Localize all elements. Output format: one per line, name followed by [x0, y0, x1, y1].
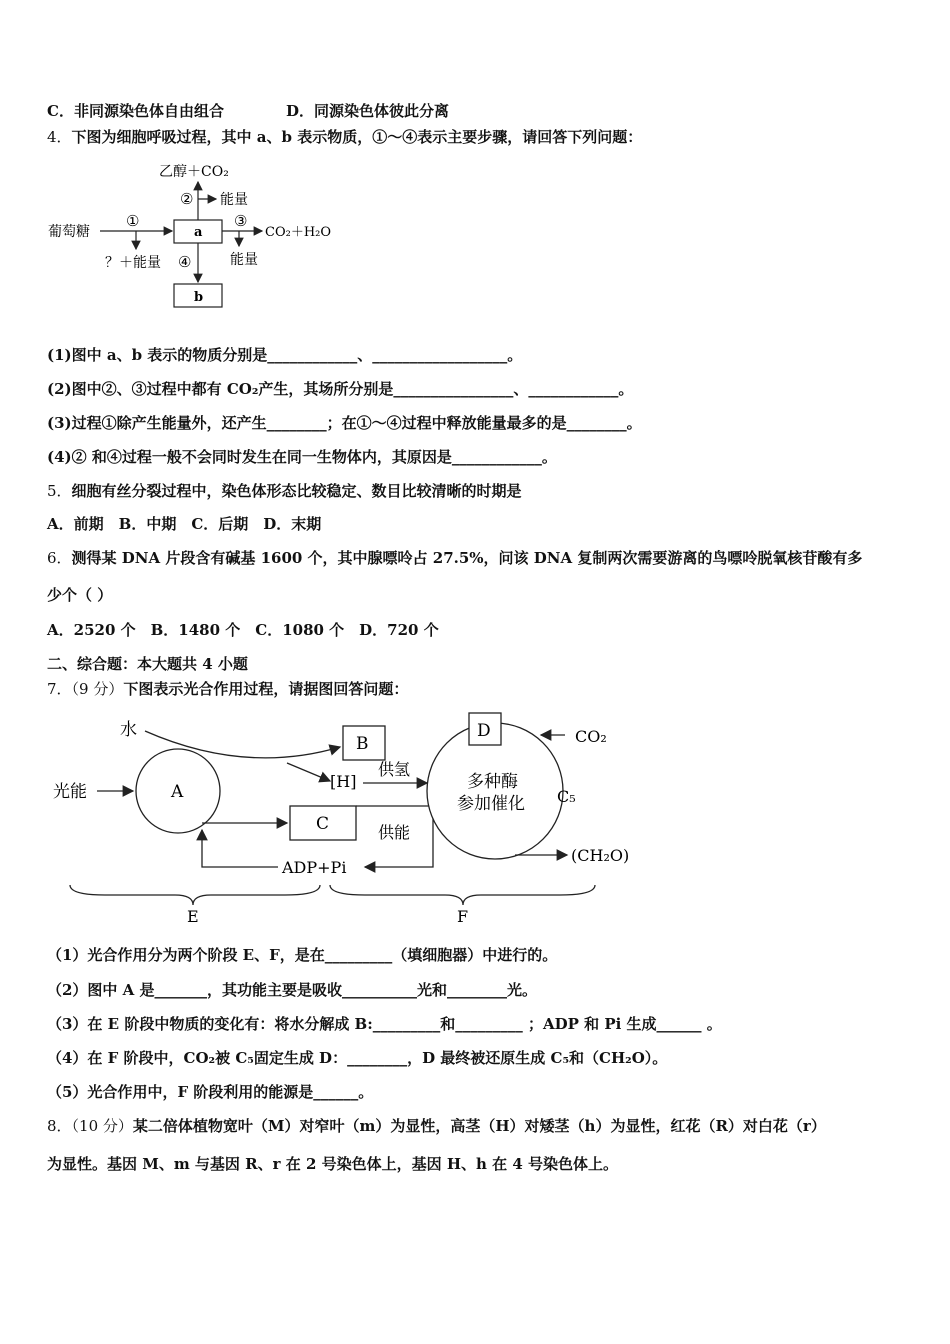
box-b-label: b	[194, 290, 204, 305]
energy-2-label: 能量	[220, 192, 248, 208]
q6-stem-line-2: 少个（ ）	[47, 586, 113, 604]
question-energy-label: ？＋能量	[105, 255, 161, 271]
step-4-label: ④	[178, 253, 192, 271]
q7-sub-3: （3）在 E 阶段中物质的变化有：将水分解成 B:_________和_________ ；ADP 和 Pi 生成______ 。	[47, 1015, 722, 1033]
co2-label: CO₂	[575, 727, 607, 746]
h-label: [H]	[330, 772, 357, 791]
question-number: 4．	[47, 128, 72, 146]
brace-f	[330, 885, 595, 905]
question-number: 5．	[47, 482, 72, 500]
question-number: 7．	[47, 680, 72, 698]
adp-label: ADP+Pi	[282, 858, 347, 877]
enzyme-label-2: 参加催化	[457, 794, 525, 814]
q6-stem-line-1: 6．测得某 DNA 片段含有碱基 1600 个，其中腺嘌呤占 27.5%，问该 DNA 复制两次需要游离的鸟嘌呤脱氧核苷酸有多	[47, 549, 863, 567]
points: （10 分）	[71, 1117, 133, 1135]
co2-h2o-label: CO₂＋H₂O	[265, 225, 332, 240]
q5-stem: 5．细胞有丝分裂过程中，染色体形态比较稳定、数目比较清晰的时期是	[47, 482, 522, 500]
q4-sub-1: (1)图中 a、b 表示的物质分别是____________、__________________。	[47, 346, 523, 364]
q7-sub-1: （1）光合作用分为两个阶段 E、F，是在_________（填细胞器）中进行的。	[47, 946, 558, 964]
step-3-label: ③	[234, 212, 248, 230]
brace-e	[70, 885, 320, 905]
enzyme-label-1: 多种酶	[467, 772, 518, 792]
q4-sub-4: (4)② 和④过程一般不会同时发生在同一生物体内，其原因是____________。	[47, 448, 557, 466]
arrow-adp-to-a	[202, 830, 278, 867]
q7-stem: 7．（9 分）下图表示光合作用过程，请据图回答问题：	[47, 680, 409, 698]
light-label: 光能	[53, 782, 87, 802]
respiration-diagram	[40, 152, 350, 317]
box-d-label: D	[477, 721, 491, 741]
e-label: E	[187, 907, 199, 926]
box-b-label: B	[356, 734, 369, 754]
step-2-label: ②	[180, 190, 194, 208]
q4-sub-3: (3)过程①除产生能量外，还产生________；在①～④过程中释放能量最多的是________。	[47, 414, 642, 432]
q8-stem-line-2: 为显性。基因 M、m 与基因 R、r 在 2 号染色体上，基因 H、h 在 4 号染色体上。	[47, 1155, 619, 1173]
supply-h-label: 供氢	[378, 760, 411, 779]
box-c-label: C	[316, 814, 330, 834]
q7-sub-4: （4）在 F 阶段中，CO₂被 C₅固定生成 D：________，D 最终被还原生成 C₅和（CH₂O）。	[47, 1049, 668, 1067]
supply-energy-label: 供能	[378, 823, 411, 842]
photosynthesis-diagram	[45, 705, 645, 930]
q3-option-d: D．同源染色体彼此分离	[286, 102, 450, 120]
f-label: F	[457, 907, 469, 926]
ethanol-co2-label: 乙醇＋CO₂	[159, 164, 229, 180]
q5-options: A．前期 B．中期 C．后期 D．末期	[47, 515, 322, 533]
question-number: 8．	[47, 1117, 72, 1135]
section-2-heading: 二、综合题：本大题共 4 小题	[47, 655, 248, 673]
q4-stem: 4．下图为细胞呼吸过程，其中 a、b 表示物质，①～④表示主要步骤，请回答下列问题：	[47, 128, 643, 146]
arrow-to-h	[287, 763, 330, 781]
box-a-label: a	[194, 225, 203, 240]
energy-3-label: 能量	[230, 252, 258, 268]
water-label: 水	[120, 720, 137, 740]
circle-a-label: A	[171, 782, 184, 802]
glucose-label: 葡萄糖	[48, 224, 90, 240]
q7-sub-2: （2）图中 A 是_______，其功能主要是吸收__________光和________光。	[47, 981, 538, 999]
question-number: 6．	[47, 549, 72, 567]
q6-options: A．2520 个 B．1480 个 C．1080 个 D．720 个	[47, 621, 439, 639]
points: （9 分）	[71, 680, 124, 698]
q7-sub-5: （5）光合作用中，F 阶段利用的能源是______。	[47, 1083, 374, 1101]
q3-option-c: C．非同源染色体自由组合	[47, 102, 224, 120]
ch2o-label: (CH₂O)	[571, 846, 630, 865]
c5-label: C₅	[557, 787, 576, 806]
q8-stem-line-1: 8．（10 分）某二倍体植物宽叶（M）对窄叶（m）为显性，高茎（H）对矮茎（h）为显性，红花（R）对白花（r）	[47, 1117, 826, 1135]
step-1-label: ①	[126, 212, 140, 230]
q4-sub-2: (2)图中②、③过程中都有 CO₂产生，其场所分别是________________、____________。	[47, 380, 634, 398]
